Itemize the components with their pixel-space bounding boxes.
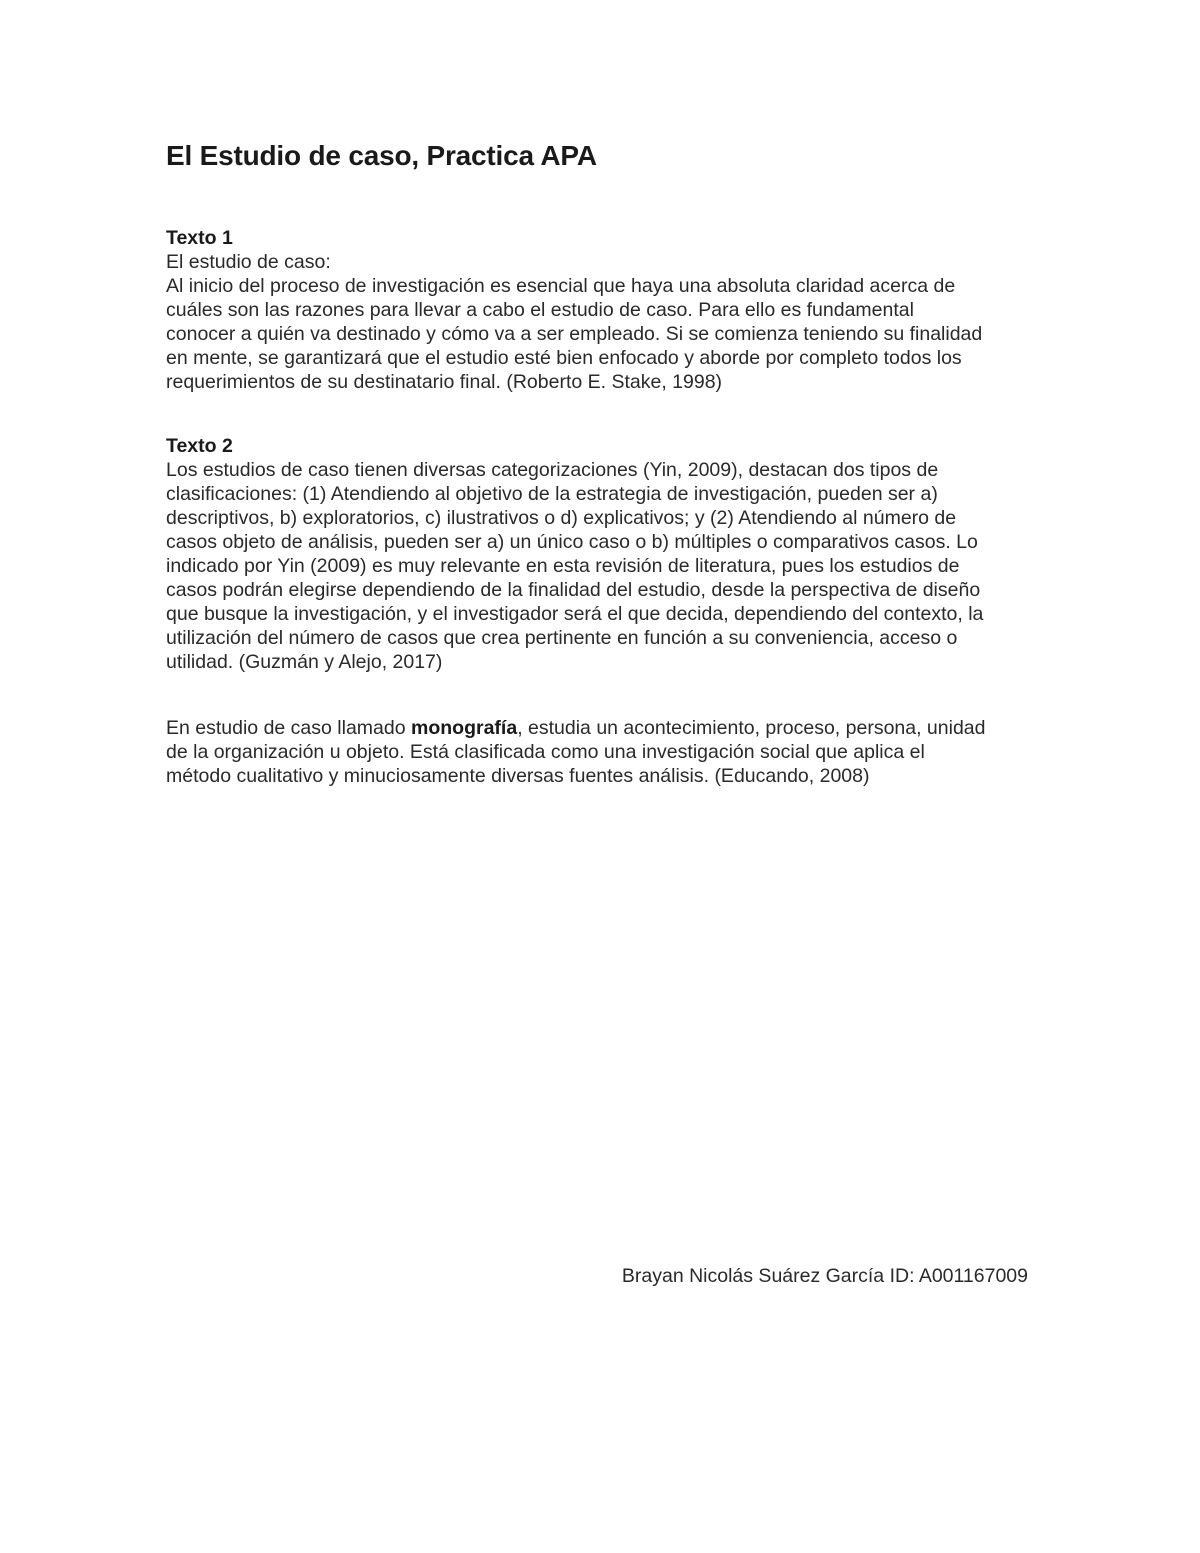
texto-2-line: indicado por Yin (2009) es muy relevante en esta revisión de literatura, pues los estudios de bbox=[166, 555, 960, 577]
monografia-line-end: , estudia un acontecimiento, proceso, persona, unidad bbox=[517, 717, 986, 739]
texto-2-line: casos podrán elegirse dependiendo de la finalidad del estudio, desde la perspectiva de diseño bbox=[166, 579, 981, 601]
texto-2-line: que busque la investigación, y el investigador será el que decida, dependiendo del contexto, la bbox=[166, 603, 984, 625]
texto-1-line: conocer a quién va destinado y cómo va a ser empleado. Si se comienza teniendo su finalidad bbox=[166, 323, 983, 345]
texto-1-line: requerimientos de su destinatario final. (Roberto E. Stake, 1998) bbox=[166, 371, 723, 393]
monografia-line bbox=[166, 716, 1046, 740]
monografia-line-start: En estudio de caso llamado bbox=[166, 717, 411, 739]
texto-1-heading: Texto 1 bbox=[166, 227, 233, 249]
author-signature: Brayan Nicolás Suárez García ID: A001167009 bbox=[621, 1265, 1028, 1287]
texto-2-section bbox=[166, 434, 1046, 674]
texto-2-line: clasificaciones: (1) Atendiendo al objetivo de la estrategia de investigación, pueden ser a) bbox=[166, 483, 938, 505]
texto-2-heading: Texto 2 bbox=[166, 435, 233, 457]
texto-2-line: utilización del número de casos que crea pertinente en función a su conveniencia, acceso o bbox=[166, 627, 958, 649]
texto-2-line: casos objeto de análisis, pueden ser a) un único caso o b) múltiples o comparativos casos. Lo bbox=[166, 531, 978, 553]
texto-1-line: Al inicio del proceso de investigación es esencial que haya una absoluta claridad acerca de bbox=[166, 275, 956, 297]
texto-1-section bbox=[166, 226, 1046, 394]
monografia-line: de la organización u objeto. Está clasificada como una investigación social que aplica el bbox=[166, 741, 925, 763]
texto-2-line: Los estudios de caso tienen diversas categorizaciones (Yin, 2009), destacan dos tipos de bbox=[166, 459, 939, 481]
texto-2-line: utilidad. (Guzmán y Alejo, 2017) bbox=[166, 651, 443, 673]
monografia-line: método cualitativo y minuciosamente diversas fuentes análisis. (Educando, 2008) bbox=[166, 765, 870, 787]
texto-2-line: descriptivos, b) exploratorios, c) ilustrativos o d) explicativos; y (2) Atendiendo al número de bbox=[166, 507, 957, 529]
monografia-paragraph bbox=[166, 716, 1046, 788]
texto-1-line: El estudio de caso: bbox=[166, 251, 331, 273]
texto-1-line: cuáles son las razones para llevar a cabo el estudio de caso. Para ello es fundamental bbox=[166, 299, 914, 321]
document-title: El Estudio de caso, Practica APA bbox=[166, 140, 597, 171]
monografia-term: monografía bbox=[411, 717, 518, 739]
texto-1-line: en mente, se garantizará que el estudio esté bien enfocado y aborde por completo todos los bbox=[166, 347, 962, 369]
